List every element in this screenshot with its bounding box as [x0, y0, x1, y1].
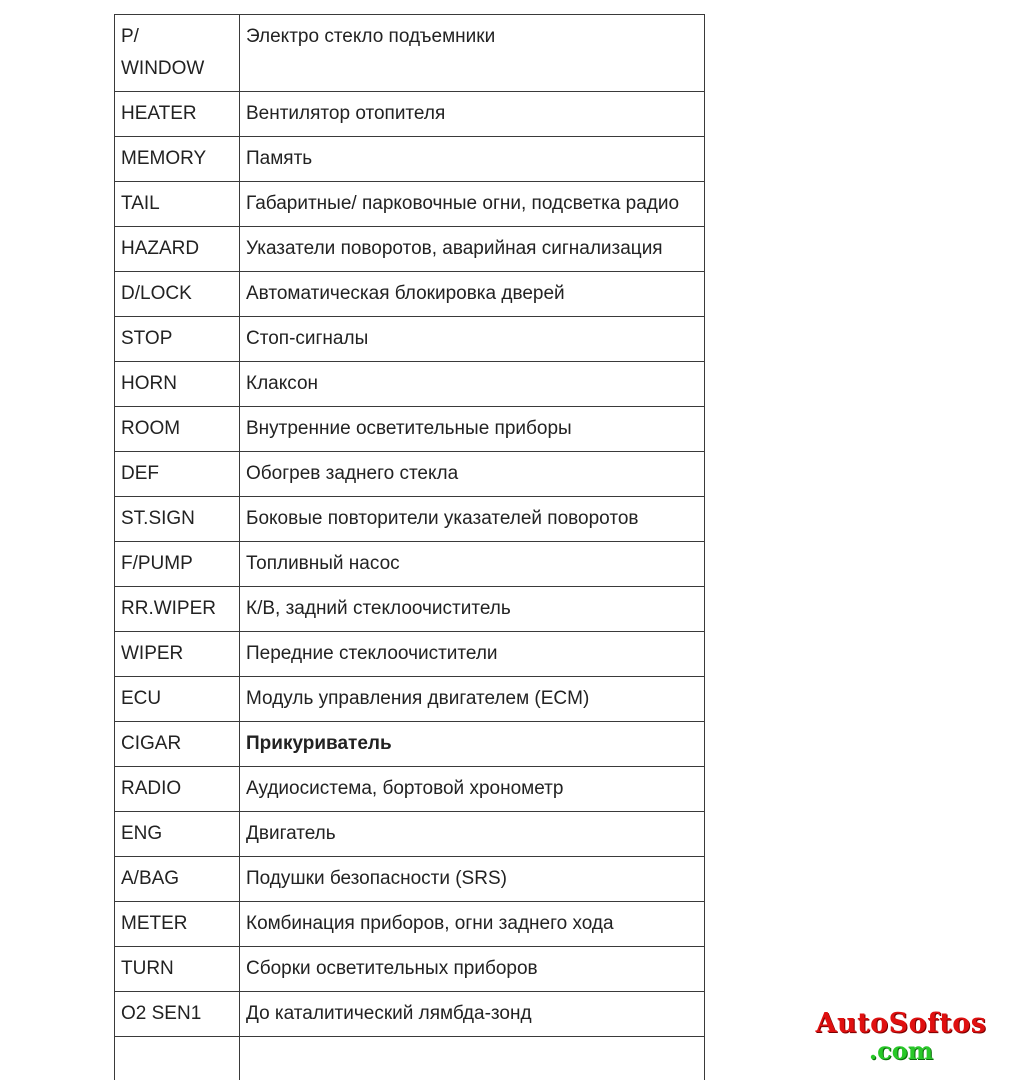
fuse-code-cell: TAIL: [115, 182, 240, 227]
table-row: [115, 722, 705, 767]
fuse-description-cell: Боковые повторители указателей поворотов: [240, 497, 705, 542]
fuse-description-cell: Аудиосистема, бортовой хронометр: [240, 767, 705, 812]
fuse-description-cell: Указатели поворотов, аварийная сигнализация: [240, 227, 705, 272]
fuse-code-cell: RR.WIPER: [115, 587, 240, 632]
fuse-code-cell: ST.SIGN: [115, 497, 240, 542]
fuse-description-cell: Вентилятор отопителя: [240, 92, 705, 137]
table-row: [115, 407, 705, 452]
fuse-code-cell: TURN: [115, 947, 240, 992]
table-row: [115, 947, 705, 992]
fuse-description-cell: Автоматическая блокировка дверей: [240, 272, 705, 317]
fuse-description-cell: Память: [240, 137, 705, 182]
fuse-code-cell: ENG: [115, 812, 240, 857]
fuse-description-cell: Топливный насос: [240, 542, 705, 587]
fuse-code-cell: HORN: [115, 362, 240, 407]
table-row: [115, 992, 705, 1037]
table-row: [115, 92, 705, 137]
table-row: [115, 182, 705, 227]
fuse-description-cell: [240, 1037, 705, 1080]
watermark-line-2: .com: [868, 1036, 934, 1065]
fuse-code-cell: DEF: [115, 452, 240, 497]
fuse-code-cell: RADIO: [115, 767, 240, 812]
table-row: [115, 15, 705, 92]
fuse-description-cell: Стоп-сигналы: [240, 317, 705, 362]
fuse-description-cell: Клаксон: [240, 362, 705, 407]
table-row: [115, 902, 705, 947]
table-row: [115, 497, 705, 542]
fuse-code-cell: MEMORY: [115, 137, 240, 182]
fuse-description-cell: Передние стеклоочистители: [240, 632, 705, 677]
table-row: [115, 227, 705, 272]
table-row: [115, 317, 705, 362]
table-row: [115, 812, 705, 857]
fuse-description-cell: До каталитический лямбда-зонд: [240, 992, 705, 1037]
fuse-code-cell: ROOM: [115, 407, 240, 452]
fuse-description-cell: Прикуриватель: [240, 722, 705, 767]
fuse-description-cell: Габаритные/ парковочные огни, подсветка радио: [240, 182, 705, 227]
table-row: [115, 362, 705, 407]
table-row: [115, 272, 705, 317]
fuse-description-cell: Внутренние осветительные приборы: [240, 407, 705, 452]
table-row: [115, 587, 705, 632]
table-row: [115, 677, 705, 722]
fuse-description-cell: Сборки осветительных приборов: [240, 947, 705, 992]
fuse-description-cell: Обогрев заднего стекла: [240, 452, 705, 497]
watermark-line-1: AutoSoftos: [815, 1008, 987, 1039]
fuse-code-cell: D/LOCK: [115, 272, 240, 317]
table-row: [115, 542, 705, 587]
fuse-code-cell: F/PUMP: [115, 542, 240, 587]
fuse-code-cell: O2 SEN1: [115, 992, 240, 1037]
fuse-code-cell: P/ WINDOW: [115, 15, 240, 92]
fuse-description-cell: Двигатель: [240, 812, 705, 857]
table-row: [115, 857, 705, 902]
fuse-description-cell: Электро стекло подъемники: [240, 15, 705, 92]
fuse-table: [114, 14, 705, 1080]
table-row: [115, 137, 705, 182]
table-row: [115, 767, 705, 812]
table-row: [115, 452, 705, 497]
fuse-description-cell: К/В, задний стеклоочиститель: [240, 587, 705, 632]
watermark-logo: [806, 1010, 996, 1063]
table-row: [115, 632, 705, 677]
fuse-description-cell: Подушки безопасности (SRS): [240, 857, 705, 902]
fuse-code-cell: METER: [115, 902, 240, 947]
table-row: [115, 1037, 705, 1080]
fuse-code-cell: ECU: [115, 677, 240, 722]
fuse-code-cell: STOP: [115, 317, 240, 362]
fuse-description-cell: Модуль управления двигателем (ECM): [240, 677, 705, 722]
fuse-code-cell: [115, 1037, 240, 1080]
fuse-code-cell: HEATER: [115, 92, 240, 137]
fuse-code-cell: CIGAR: [115, 722, 240, 767]
fuse-description-cell: Комбинация приборов, огни заднего хода: [240, 902, 705, 947]
fuse-code-cell: A/BAG: [115, 857, 240, 902]
fuse-code-cell: HAZARD: [115, 227, 240, 272]
fuse-code-cell: WIPER: [115, 632, 240, 677]
